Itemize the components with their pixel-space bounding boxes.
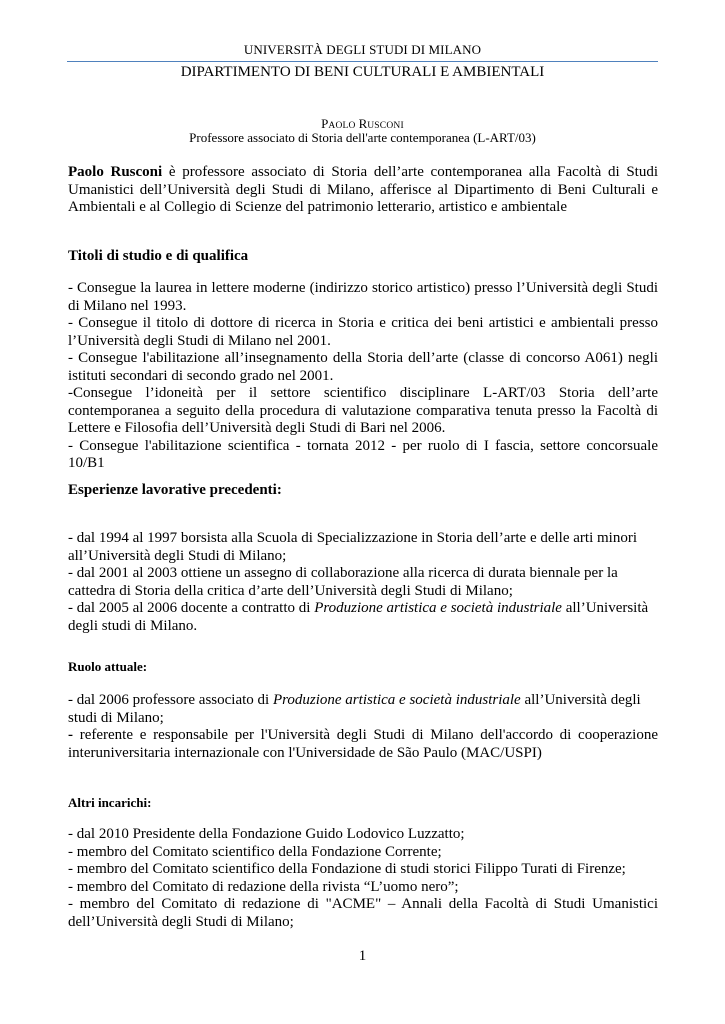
list-item: - Consegue l'abilitazione all’insegnamento della Storia dell’arte (classe di concorso A061) negli istituti secondari di secondo grado nel 2001. bbox=[68, 350, 658, 384]
esperienze-list bbox=[68, 530, 658, 635]
section-heading-esperienze: Esperienze lavorative precedenti: bbox=[68, 482, 282, 498]
list-item: - dal 2006 professore associato di Produzione artistica e società industriale all’Università degli studi di Milano; bbox=[68, 692, 641, 726]
page-number: 1 bbox=[358, 948, 367, 964]
author-name: PAOLO RUSCONI bbox=[321, 116, 404, 131]
list-item: - membro del Comitato di redazione della rivista “L’uomo nero”; bbox=[68, 878, 459, 895]
list-item: - membro del Comitato scientifico della Fondazione Corrente; bbox=[68, 843, 442, 860]
list-item: - membro del Comitato di redazione di "ACME" – Annali della Facoltà di Studi Umanistici dell’Università degli Studi di Milano; bbox=[68, 896, 658, 930]
section-heading-incarichi: Altri incarichi: bbox=[68, 795, 152, 810]
university-header: UNIVERSITÀ DEGLI STUDI DI MILANO bbox=[243, 42, 482, 57]
list-item: - membro del Comitato scientifico della Fondazione di studi storici Filippo Turati di Firenze; bbox=[68, 861, 626, 877]
section-heading-titoli: Titoli di studio e di qualifica bbox=[68, 248, 249, 264]
list-item: - Consegue la laurea in lettere moderne (indirizzo storico artistico) presso l’Università degli Studi di Milano nel 1993. bbox=[68, 280, 658, 314]
intro-paragraph bbox=[68, 164, 658, 217]
titoli-list bbox=[68, 280, 658, 473]
header-rule bbox=[67, 61, 658, 62]
author-role: Professore associato di Storia dell'arte contemporanea (L-ART/03) bbox=[189, 130, 536, 145]
list-item: - dal 2010 Presidente della Fondazione Guido Lodovico Luzzatto; bbox=[68, 826, 465, 842]
incarichi-list bbox=[68, 826, 658, 931]
department-header: DIPARTIMENTO DI BENI CULTURALI E AMBIENTALI bbox=[180, 64, 545, 80]
intro-text: è professore associato di Storia dell’arte contemporanea alla Facoltà di Studi Umanistici dell’Università degli Studi di Milano, afferisce al Dipartimento di Beni Culturali e Ambientali e al Collegio di Scienze del patrimonio letterario, artistico e ambientale bbox=[68, 164, 659, 215]
list-item: -Consegue l’idoneità per il settore scientifico disciplinare L-ART/03 Storia dell’arte contemporanea a seguito della procedura di valutazione comparativa tenuta presso la Facoltà di Lettere e Filosofia dell’Università degli Studi di Bari nel 2006. bbox=[68, 385, 658, 436]
intro-name: Paolo Rusconi bbox=[68, 164, 163, 180]
list-item: - Consegue il titolo di dottore di ricerca in Storia e critica dei beni artistici e ambientali presso l’Università degli Studi di Milano nel 2001. bbox=[68, 315, 658, 349]
list-item: - referente e responsabile per l'Università degli Studi di Milano dell'accordo di cooperazione interuniversitaria internazionale con l'Universidade de São Paulo (MAC/USPI) bbox=[68, 727, 658, 761]
list-item: - dal 1994 al 1997 borsista alla Scuola di Specializzazione in Storia dell’arte e delle arti minori all’Università degli Studi di Milano; bbox=[68, 530, 637, 564]
ruolo-list bbox=[68, 692, 658, 762]
section-heading-ruolo: Ruolo attuale: bbox=[68, 659, 148, 674]
list-item: - dal 2001 al 2003 ottiene un assegno di collaborazione alla ricerca di durata biennale per la cattedra di Storia della critica d’arte dell’Università degli Studi di Milano; bbox=[68, 565, 618, 599]
list-item: - dal 2005 al 2006 docente a contratto di Produzione artistica e società industriale all’Università degli studi di Milano. bbox=[68, 600, 649, 634]
list-item: - Consegue l'abilitazione scientifica - tornata 2012 - per ruolo di I fascia, settore concorsuale 10/B1 bbox=[68, 437, 658, 471]
